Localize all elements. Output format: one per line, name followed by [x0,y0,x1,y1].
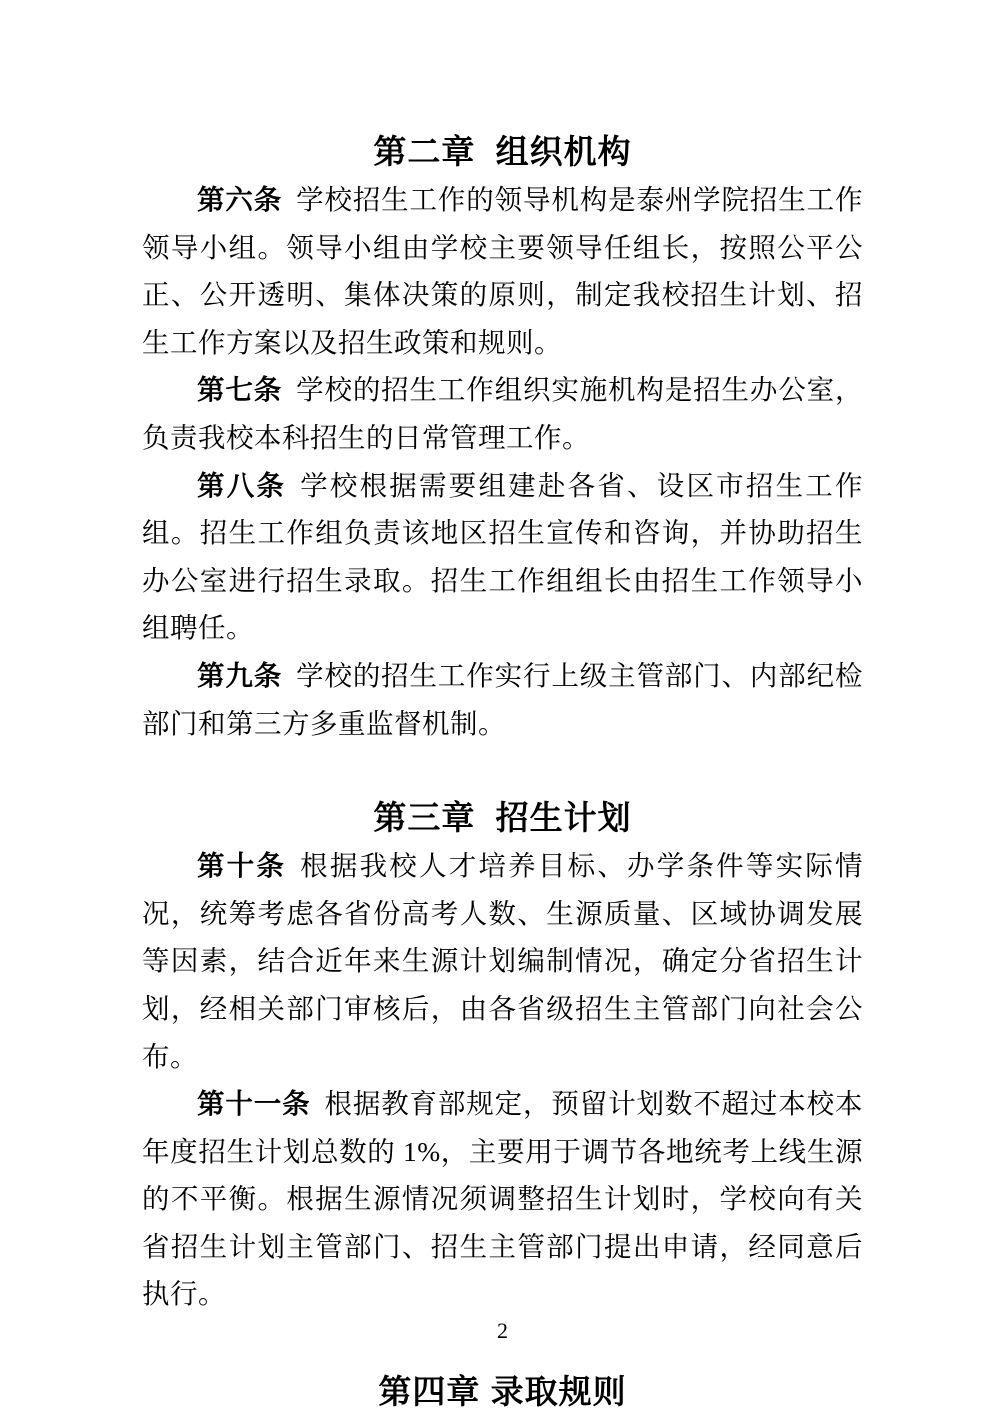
article-7-text: 学校的招生工作组织实施机构是招生办公室，负责我校本科招生的日常管理工作。 [142,374,864,453]
article-10-text: 根据我校人才培养目标、办学条件等实际情况，统筹考虑各省份高考人数、生源质量、区域协调发展等因素，结合近年来生源计划编制情况，确定分省招生计划，经相关部门审核后，由各省级招生主管部门向社会公布。 [142,850,864,1072]
article-9-paragraph [142,652,863,747]
article-6-label: 第六条 [197,184,283,215]
article-9-label: 第九条 [197,659,283,691]
page-number: 2 [497,1318,508,1343]
article-7-paragraph [142,366,863,461]
article-6-text: 学校招生工作的领导机构是泰州学院招生工作领导小组。领导小组由学校主要领导任组长，按照公平公正、公开透明、集体决策的原则，制定我校招生计划、招生工作方案以及招生政策和规则。 [142,184,864,358]
article-8-text: 学校根据需要组建赴各省、设区市招生工作组。招生工作组负责该地区招生宣传和咨询，并协助招生办公室进行招生录取。招生工作组组长由招生工作领导小组聘任。 [142,469,864,644]
article-10-label: 第十条 [197,850,287,882]
chapter-2-heading: 第二章 组织机构 [373,133,632,170]
article-11-paragraph [142,1080,863,1318]
article-9-text: 学校的招生工作实行上级主管部门、内部纪检部门和第三方多重监督机制。 [142,659,864,739]
article-11-label: 第十一条 [197,1088,311,1120]
article-11-text: 根据教育部规定，预留计划数不超过本校本年度招生计划总数的 1%，主要用于调节各地统考上线生源的不平衡。根据生源情况须调整招生计划时，学校向有关省招生计划主管部门、招生主管部门提出申请，经同意后执行。 [142,1088,864,1310]
chapter-4-heading: 第四章 录取规则 [378,1373,627,1411]
article-7-label: 第七条 [197,374,283,406]
article-8-paragraph [142,462,863,652]
article-8-label: 第八条 [197,469,287,501]
article-6-paragraph [142,176,863,366]
chapter-3-heading: 第三章 招生计划 [373,799,632,837]
article-10-paragraph [142,842,863,1080]
